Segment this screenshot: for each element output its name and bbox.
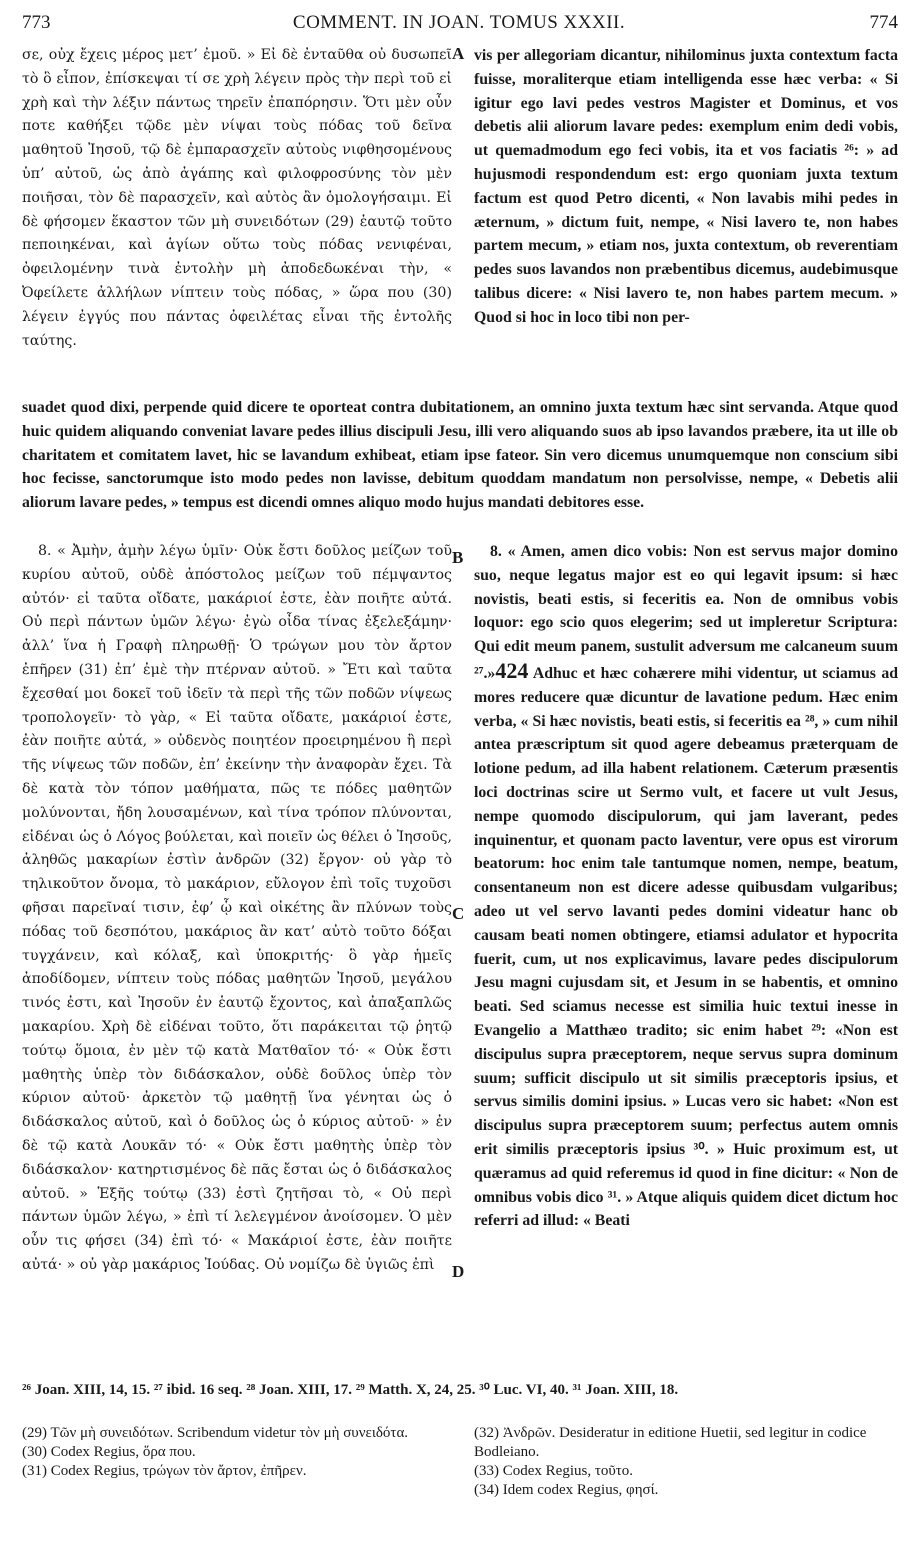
footnote-30: (30) Codex Regius, ὅρα που.: [22, 1444, 196, 1460]
upper-right-latin-column: [474, 44, 898, 330]
margin-letter-d: D: [452, 1262, 465, 1281]
margin-letter-a: A: [452, 44, 465, 63]
greek-paragraph: σε, οὐχ ἔχεις μέρος μετ’ ἐμοῦ. » Εἰ δὲ ἐνταῦθα οὐ δυσωπεῖ τὸ ὃ εἶπον, ἐπίσκεψαι τί σε χρὴ λέγειν πρὸς τὴν περὶ τοῦ εἰ χρὴ καὶ τὴν λέξιν πάντως τηρεῖν ἐπαπόρησιν. Ὅτι μὲν οὖν ποτε καθήξει τῷδε μὲν νίψαι τοὺς πόδας τοῦ δεῖνα μαθητοῦ Ἰησοῦ, τῷ δὲ ἐμπαρασχεῖν αὐτοὺς νιφθησομένους ὑπ’ αὐτοῦ, ὡς ἀπὸ ἀγάπης καὶ φιλοφροσύνης τὸν μὲν ποιῆσαι, τὸν δὲ παρασχεῖν, καὶ αὐτὸς ἂν ὁμολογήσαιμι. Εἰ δὲ φήσομεν ἕκαστον τῶν μὴ συνειδότων (29) ἑαυτῷ τοῦτο πεποιηκέναι, καὶ ἁγίων οὕτω τοὺς πόδας νενιφέναι, ὀφειλομένην τινὰ ἐντολὴν μὴ ἀποδεδωκέναι τὴν, « Ὀφείλετε ἀλλήλων νίπτειν τοὺς πόδας, » ὥρα που (30) λέγειν ἐγγύς που πάντας ὀφειλέτας εἶναι τῆς ἐντολῆς ταύτης.: [22, 47, 452, 349]
page-number-left: 773: [22, 12, 51, 33]
full-width-latin-block: [22, 396, 898, 515]
page-header: [0, 12, 918, 38]
footnote-29: (29) Τῶν μὴ συνειδότων. Scribendum videtur τὸν μὴ συνειδότα.: [22, 1425, 409, 1441]
latin-paragraph-full: suadet quod dixi, perpende quid dicere te oporteat contra dubitationem, an omnino juxta textum hæc sint servanda. Atque quod huic quidem aliquando conveniat lavare pedes illius discipuli Jesu, illi vero aliquando suos ab ipso lavandos præbere, ita ut ille ob charitatem et comitatem lavet, hic se lavandum exhibeat, etiam ipse fateor. Sin vero dicemus unumquemque non conscium sibi hoc fecisse, sanctorumque isto modo pedes non lavisse, debitum quoddam mandatum non persolvisse, nempe, « Debetis alii aliorum lavare pedes, » tempus est dicendi omnes aliquo modo hujus mandati debitores esse.: [22, 399, 898, 512]
margin-letter-b: B: [452, 548, 464, 567]
footnote-32: (32) Ἀνδρῶν. Desideratur in editione Huetii, sed legitur in codice Bodleiano.: [474, 1425, 867, 1460]
greek-paragraph-8: 8. « Ἀμὴν, ἀμὴν λέγω ὑμῖν· Οὐκ ἔστι δοῦλος μείζων τοῦ κυρίου αὐτοῦ, οὐδὲ ἀπόστολος μείζων τοῦ πέμψαντος αὐτόν· εἰ ταῦτα οἴδατε, μακάριοί ἐστε, ἐὰν ποιῆτε αὐτά. Οὐ περὶ πάντων ὑμῶν λέγω· ἐγὼ οἶδα τίνας ἐξελεξάμην· ἀλλ’ ἵνα ἡ Γραφὴ πληρωθῇ· Ὁ τρώγων μου τὸν ἄρτον ἐπῆρεν (31) ἐπ’ ἐμὲ τὴν πτέρναν αὐτοῦ. » Ἔτι καὶ ταῦτα ἔχεσθαί μοι δοκεῖ τοῦ ἰδεῖν τὰ περὶ τῆς τῶν ποδῶν νίψεως τροπολογεῖν· τὸ γὰρ, « Εἰ ταῦτα οἴδατε, μακάριοί ἐστε, ἐὰν ποιῆτε αὐτά, » οὐδενὸς ποιητέον προειρημένου ἢ περὶ τῆς νίψεως τῶν ποδῶν, ἐπ’ ἐκείνην τὴν ἀναφορὰν ἔχει. Τὰ δὲ κατὰ τὸν τόπον μαθήματα, πῶς τε πόδες μαθητῶν μολύνονται, ἤδη λουσαμένων, καὶ τίνα τρόπον πλύνονται, εἰδέναι ὡς ὁ Λόγος βούλεται, καὶ ποιεῖν ὡς θέλει ὁ Ἰησοῦς, ἀληθῶς μακαρίων ἐστὶν ἀνδρῶν (32) ἔργον· οὐ γὰρ τὸ τηλικοῦτον ὄνομα, τὸ μακάριον, εὔλογον ἐπὶ τοῖς τυχοῦσι φῆσαι παρεῖναί τισιν, ἐφ’ ᾧ καὶ οἰκέτης ἂν πλύνων τοὺς πόδας τοῦ δεσπότου, μακάριος ἂν κατ’ αὐτὸ τοῦτο δόξαι τυγχάνειν, καὶ κόλαξ, καὶ ὑποκριτής· ὃ γὰρ ἡμεῖς ἀποδίδομεν, νίπτειν τοὺς πόδας μαθητῶν Ἰησοῦ, μεγάλου τινός ἐστι, καὶ Ἰησοῦν ἐν ἑαυτῷ ἔχοντος, καὶ ἀπαξαπλῶς μακαρίου. Χρὴ δὲ εἰδέναι τοῦτο, ὅτι παράκειται τῷ ῥητῷ τούτῳ ὅμοια, ἐν μὲν τῷ κατὰ Ματθαῖον τό· « Οὐκ ἔστι μαθητὴς ὑπὲρ τὸν διδάσκαλον, οὐδὲ δοῦλος ὑπὲρ τὸν κύριον αὐτοῦ· ἀρκετὸν τῷ μαθητῇ ἵνα γένηται ὡς ὁ διδάσκαλος αὐτοῦ, καὶ ὁ δοῦλος ὡς ὁ κύριος αὐτοῦ· » ἐν δὲ τῷ κατὰ Λουκᾶν τό· « Οὐκ ἔστι μαθητὴς ὑπὲρ τὸν διδάσκαλον· κατηρτισμένος δὲ πᾶς ἔσται ὡς ὁ διδάσκαλος αὐτοῦ. » Ἑξῆς τούτῳ (33) ἐστὶ ζητῆσαι τὸ, « Οὐ περὶ πάντων ὑμῶν λέγω, » ἐπὶ τί λελεγμένον ἀνοίσομεν. Ὁ μὲν οὖν τις φήσει (34) ἐπὶ τό· « Μακάριοί ἐστε, ἐὰν ποιῆτε αὐτά· » οὐ γὰρ μακάριος Ἰούδας. Οὐ νομίζω δὲ ὑγιῶς ἐπὶ: [22, 543, 452, 1273]
lower-left-greek-column: [22, 540, 452, 1278]
latin-commentary: Adhuc et hæc cohærere mihi videntur, ut sciamus ad mores reducere quæ dicuntur de lavatione pedum. Hæc enim verba, « Si hæc novistis, beati estis, si feceritis ea ²⁸, » cum nihil antea præscriptum sit quod agere debeamus præterquam de lotione pedum, ad illa habent relationem. Cæterum præsentis loci doctrinas scire ut Sermo vult, et facere ut vult Jesus, nempe quomodo discipulorum, qui jam laverant, pedes inquinentur, et quonam pacto laventur, vere opus est virorum beatorum: hoc enim tale tantumque nomen, nempe, beatum, consentaneum non est dicere adesse quibusdam vulgaribus; adeo ut vel servo lavanti pedes domini videatur hanc ob causam beati nomen obtingere, etiamsi adulator et hypocrita fuerit, cum, ut nos explicavimus, lavare pedes discipulorum Jesu magni cujusdam sit, et Jesum in se habentis, et omnino beati. Sed sciamus necesse est similia huic textui inesse in Evangelio a Matthæo tradito; sic enim habet ²⁹: «Non est discipulus supra præceptorem, neque servus supra dominum suum; sufficit discipulo ut sit similis præceptoris ipsius, et servus similis domini ipsius. » Lucas vero sic habet: «Non est discipulus supra præceptorem suum; perfectus autem omnis erit similis præceptoris ipsius ³⁰. » Huic proximum est, ut quæramus ad quid referemus id quod in fine dicitur: « Non de omnibus vobis dico ³¹. » Atque aliquis quidem dicet dictum hoc referri ad illud: « Beati: [474, 664, 899, 1230]
page-marker: 424: [495, 657, 529, 683]
footnotes-left: [22, 1424, 462, 1481]
lower-right-latin-column: [474, 540, 898, 1233]
footnote-34: (34) Idem codex Regius, φησί.: [474, 1482, 659, 1498]
footnote-31: (31) Codex Regius, τρώγων τὸν ἄρτον, ἐπῆρεν.: [22, 1463, 307, 1479]
footnote-33: (33) Codex Regius, τοῦτο.: [474, 1463, 634, 1479]
page-number-right: 774: [869, 12, 898, 33]
upper-left-greek-column: [22, 44, 452, 353]
running-title: COMMENT. IN JOAN. TOMUS XXXII.: [292, 12, 626, 33]
margin-letter-c: C: [452, 904, 465, 923]
latin-paragraph-8: [474, 540, 898, 1233]
latin-paragraph: vis per allegoriam dicantur, nihilominus juxta contextum facta fuisse, moraliterque etiam intelligenda esse hæc verba: « Si igitur ego lavi pedes vestros Magister et Dominus, et vos debetis alii aliorum lavare pedes: exemplum enim dedi vobis, ut quemadmodum ego feci vobis, ita et vos faciatis ²⁶: » ad hujusmodi respondendum est: ergo quoniam juxta textum factum est quod Petro dicenti, « Non lavabis mihi pedes in æternum, » dictum fuit, nempe, « Nisi lavero te, non habes partem mecum, » etiam nos, juxta contextum, ob reverentiam pedes suos lavandos non præbentibus dicemus, audebimusque talibus dicere: « Nisi lavero te, non habes partem mecum. » Quod si hoc in loco tibi non per-: [474, 47, 898, 326]
scripture-references: ²⁶ Joan. XIII, 14, 15. ²⁷ ibid. 16 seq. ²⁸ Joan. XIII, 17. ²⁹ Matth. X, 24, 25. ³⁰ Luc. VI, 40. ³¹ Joan. XIII, 18.: [22, 1382, 679, 1398]
latin-verse-8: 8. « Amen, amen dico vobis: Non est servus major domino suo, neque legatus major est eo qui legavit ipsum: si hæc novistis, beati estis, si feceritis ea. Non de omnibus vobis loquor: ego scio quos elegerim; sed ut impleretur Scriptura: Qui edit meum panem, sustulit adversum me calcaneum suum ²⁷.»: [474, 543, 898, 682]
footnotes-right: [474, 1424, 898, 1500]
